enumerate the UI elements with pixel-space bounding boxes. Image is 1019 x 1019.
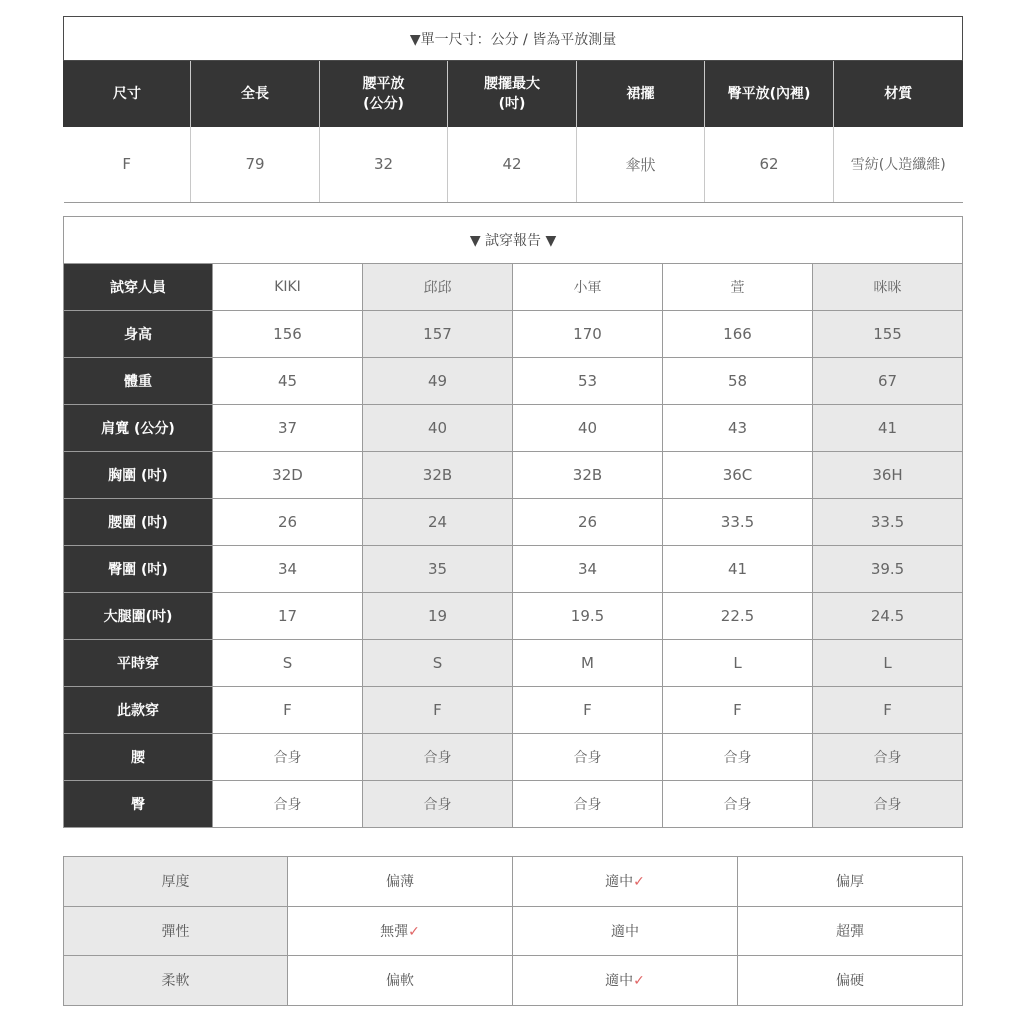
tryon-cell: 33.5 [813,499,963,546]
tryon-cell: 合身 [813,734,963,781]
tryon-cell: 19 [363,593,513,640]
tryon-row-label: 腰 [64,734,213,781]
size-table-caption: ▼單一尺寸：公分 / 皆為平放測量 [64,17,963,61]
tryon-cell: 156 [213,311,363,358]
feel-row [64,956,963,1006]
tryon-cell: 合身 [663,734,813,781]
feel-option [513,956,738,1006]
tryon-cell: 合身 [513,781,663,828]
size-value: 62 [705,127,834,203]
feel-row-label: 彈性 [64,906,288,956]
tryon-cell: F [813,687,963,734]
size-header: 裙擺 [577,61,705,127]
tryon-row-label: 大腿圍(吋) [64,593,213,640]
tryon-row [64,734,963,781]
size-table [63,16,963,203]
tryon-person-name: 小軍 [513,264,663,311]
tryon-cell: 24.5 [813,593,963,640]
feel-option [513,857,738,907]
tryon-cell: 67 [813,358,963,405]
size-header: 臀平放(內裡) [705,61,834,127]
size-header-row [64,61,963,127]
tryon-cell: 34 [213,546,363,593]
tryon-caption: ▼ 試穿報告 ▼ [64,217,963,264]
tryon-cell: F [513,687,663,734]
tryon-cell: 合身 [513,734,663,781]
tryon-table [63,216,963,828]
tryon-cell: 166 [663,311,813,358]
feel-option [288,906,513,956]
feel-option [738,956,963,1006]
tryon-cell: M [513,640,663,687]
feel-option-text: 偏軟 [386,973,414,990]
tryon-row-label: 身高 [64,311,213,358]
feel-option-text: 適中 [605,874,634,891]
feel-option-text: 偏厚 [836,874,864,891]
feel-row [64,857,963,907]
check-mark-icon: ✓ [633,874,645,891]
size-value: F [64,127,191,203]
size-value: 42 [448,127,577,203]
tryon-row [64,452,963,499]
tryon-row-label: 胸圍 (吋) [64,452,213,499]
tryon-cell: 32B [513,452,663,499]
fabric-feel-table [63,856,963,1006]
tryon-cell: 32B [363,452,513,499]
tryon-cell: 58 [663,358,813,405]
tryon-row [64,593,963,640]
tryon-person-name: 邱邱 [363,264,513,311]
tryon-cell: L [813,640,963,687]
tryon-cell: 合身 [813,781,963,828]
tryon-cell: 17 [213,593,363,640]
tryon-cell: 39.5 [813,546,963,593]
tryon-cell: 32D [213,452,363,499]
feel-option-text: 無彈 [380,923,409,940]
tryon-cell: 合身 [363,781,513,828]
tryon-cell: 43 [663,405,813,452]
feel-option-text: 偏硬 [836,973,864,990]
tryon-cell: 35 [363,546,513,593]
feel-option [738,906,963,956]
tryon-row [64,687,963,734]
tryon-row [64,499,963,546]
tryon-cell: 合身 [213,781,363,828]
tryon-row-label: 平時穿 [64,640,213,687]
tryon-row [64,264,963,311]
tryon-cell: 36H [813,452,963,499]
tryon-person-name: KIKI [213,264,363,311]
size-value: 79 [191,127,320,203]
feel-option-text: 適中 [605,973,634,990]
tryon-row-label: 體重 [64,358,213,405]
tryon-cell: 19.5 [513,593,663,640]
tryon-cell: F [663,687,813,734]
tryon-row [64,358,963,405]
feel-option [288,956,513,1006]
tryon-row [64,640,963,687]
size-header: 材質 [834,61,963,127]
feel-option-text: 適中 [611,923,639,940]
tryon-row [64,405,963,452]
tryon-row [64,311,963,358]
tryon-cell: 170 [513,311,663,358]
tryon-cell: 26 [213,499,363,546]
size-value: 雪紡(人造纖維) [834,127,963,203]
tryon-cell: 45 [213,358,363,405]
tryon-cell: 40 [363,405,513,452]
feel-row-label: 柔軟 [64,956,288,1006]
tryon-cell: 合身 [363,734,513,781]
tryon-row [64,546,963,593]
check-mark-icon: ✓ [408,923,420,940]
tryon-cell: 41 [663,546,813,593]
size-header: 尺寸 [64,61,191,127]
tryon-row-label: 肩寬 (公分) [64,405,213,452]
feel-option [513,906,738,956]
tryon-cell: 157 [363,311,513,358]
tryon-cell: S [213,640,363,687]
tryon-cell: S [363,640,513,687]
tryon-row-label: 臀圍 (吋) [64,546,213,593]
tryon-row-label: 試穿人員 [64,264,213,311]
tryon-cell: 合身 [213,734,363,781]
tryon-row-label: 腰圍 (吋) [64,499,213,546]
feel-option [288,857,513,907]
feel-row [64,906,963,956]
size-value: 傘狀 [577,127,705,203]
feel-row-label: 厚度 [64,857,288,907]
tryon-cell: 22.5 [663,593,813,640]
tryon-cell: 53 [513,358,663,405]
size-value-row [64,127,963,203]
size-header: 全長 [191,61,320,127]
tryon-person-name: 萱 [663,264,813,311]
tryon-cell: 41 [813,405,963,452]
tryon-cell: F [363,687,513,734]
tryon-cell: F [213,687,363,734]
tryon-cell: L [663,640,813,687]
tryon-cell: 36C [663,452,813,499]
size-header: 腰擺最大 (吋) [448,61,577,127]
size-header: 腰平放 (公分) [320,61,448,127]
tryon-row-label: 此款穿 [64,687,213,734]
tryon-cell: 26 [513,499,663,546]
tryon-cell: 33.5 [663,499,813,546]
check-mark-icon: ✓ [633,973,645,990]
tryon-cell: 40 [513,405,663,452]
feel-option [738,857,963,907]
tryon-cell: 155 [813,311,963,358]
tryon-cell: 24 [363,499,513,546]
size-value: 32 [320,127,448,203]
tryon-cell: 49 [363,358,513,405]
tryon-person-name: 咪咪 [813,264,963,311]
feel-option-text: 偏薄 [386,874,414,891]
tryon-cell: 37 [213,405,363,452]
tryon-cell: 34 [513,546,663,593]
tryon-row-label: 臀 [64,781,213,828]
feel-option-text: 超彈 [836,923,864,940]
tryon-cell: 合身 [663,781,813,828]
tryon-row [64,781,963,828]
